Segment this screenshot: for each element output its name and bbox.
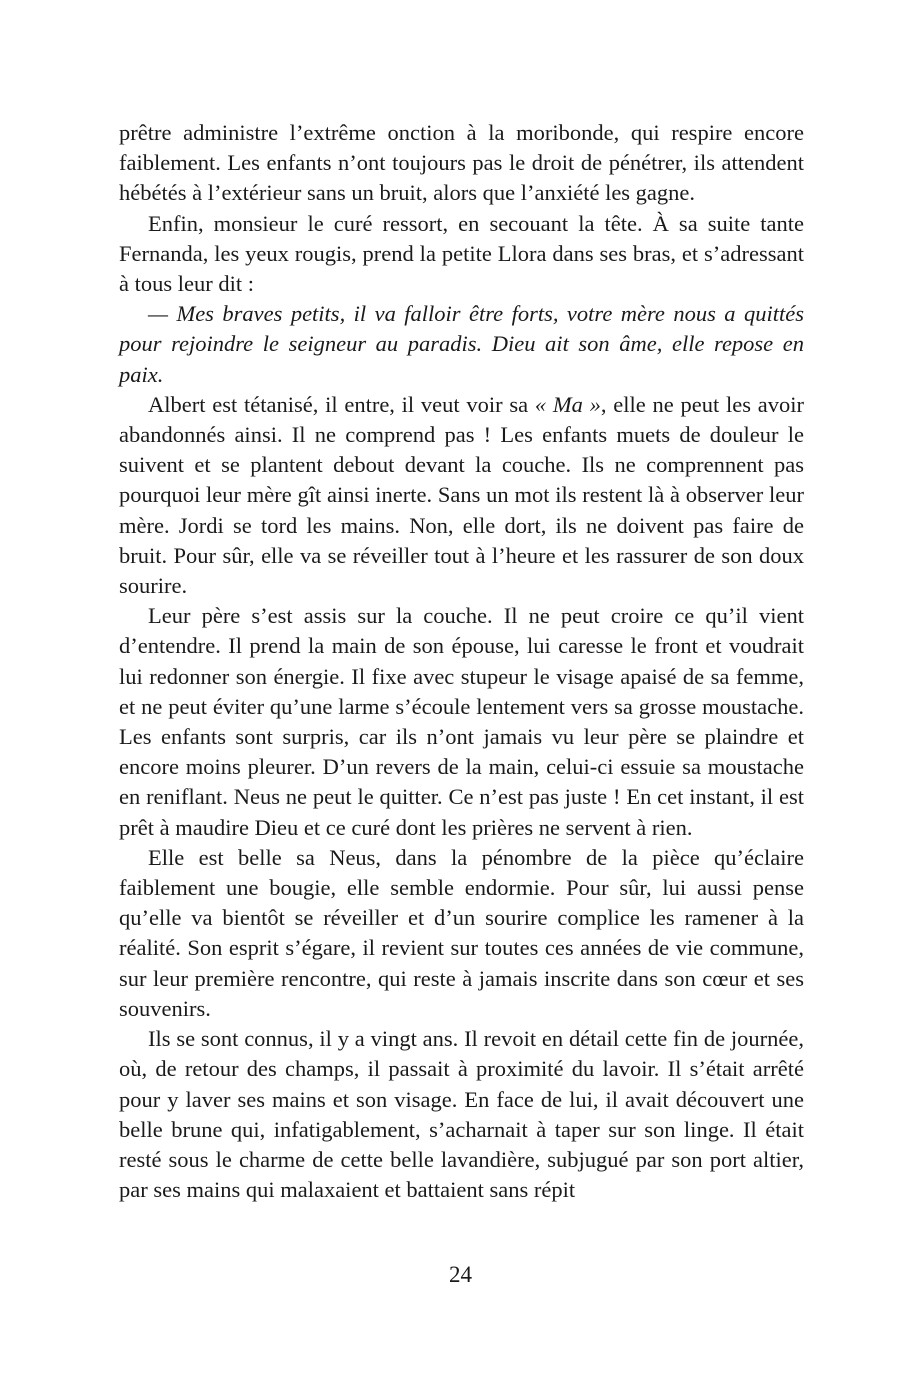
dialogue-paragraph: — Mes braves petits, il va falloir être forts, votre mère nous a quittés pour rejoindre le seigneur au paradis. Dieu ait son âme, elle repose en paix. <box>119 301 804 387</box>
emphasis-text: « Ma » <box>534 391 601 417</box>
paragraph-continued: prêtre administre l’extrême onction à la moribonde, qui respire encore faiblement. Les enfants n’ont toujours pas le droit de pénétrer, ils attendent hébétés à l’extérieur sans un bruit, alors que l’anxiété les gagne. <box>119 120 804 206</box>
paragraph: Elle est belle sa Neus, dans la pénombre de la pièce qu’éclaire faiblement une bougie, elle semble endormie. Pour sûr, lui aussi pense qu’elle va bientôt se réveiller et d’un sourire complice les ramener à la réalité. Son esprit s’égare, il revient sur toutes ces années de vie commune, sur leur première rencontre, qui reste à jamais inscrite dans son cœur et ses souvenirs. <box>119 844 804 1021</box>
paragraph: Leur père s’est assis sur la couche. Il ne peut croire ce qu’il vient d’entendre. Il prend la main de son épouse, lui caresse le front et voudrait lui redonner son énergie. Il fixe avec stupeur le visage apaisé de sa femme, et ne peut éviter qu’une larme s’écoule lentement vers sa grosse moustache. Les enfants sont surpris, car ils n’ont jamais vu leur père se plaindre et encore moins pleurer. D’un revers de la main, celui-ci essuie sa moustache en reniflant. Neus ne peut le quitter. Ce n’est pas juste ! En cet instant, il est prêt à maudire Dieu et ce curé dont les prières ne servent à rien. <box>119 603 804 840</box>
paragraph <box>119 390 804 601</box>
paragraph: Enfin, monsieur le curé ressort, en secouant la tête. À sa suite tante Fernanda, les yeux rougis, prend la petite Llora dans ses bras, et s’adressant à tous leur dit : <box>119 210 804 297</box>
page-body-text <box>119 118 804 1205</box>
paragraph: Ils se sont connus, il y a vingt ans. Il revoit en détail cette fin de journée, où, de retour des champs, il passait à proximité du lavoir. Il s’était arrêté pour y laver ses mains et son visage. En face de lui, il avait découvert une belle brune qui, infatigablement, s’acharnait à taper sur son linge. Il était resté sous le charme de cette belle lavandière, subjugué par son port altier, par ses mains qui malaxaient et battaient sans répit <box>119 1026 804 1203</box>
page-number: 24 <box>449 1262 472 1287</box>
paragraph-text: Albert est tétanisé, il entre, il veut voir sa <box>148 391 535 417</box>
paragraph-text: , elle ne peut les avoir abandonnés ainsi. Il ne comprend pas ! Les enfants muets de douleur le suivent et se plantent debout devant la couche. Ils ne comprennent pas pourquoi leur mère gît ainsi inerte. Sans un mot ils restent là à observer leur mère. Jordi se tord les mains. Non, elle dort, ils ne doivent pas faire de bruit. Pour sûr, elle va se réveiller tout à l’heure et les rassurer de son doux sourire. <box>119 391 804 599</box>
